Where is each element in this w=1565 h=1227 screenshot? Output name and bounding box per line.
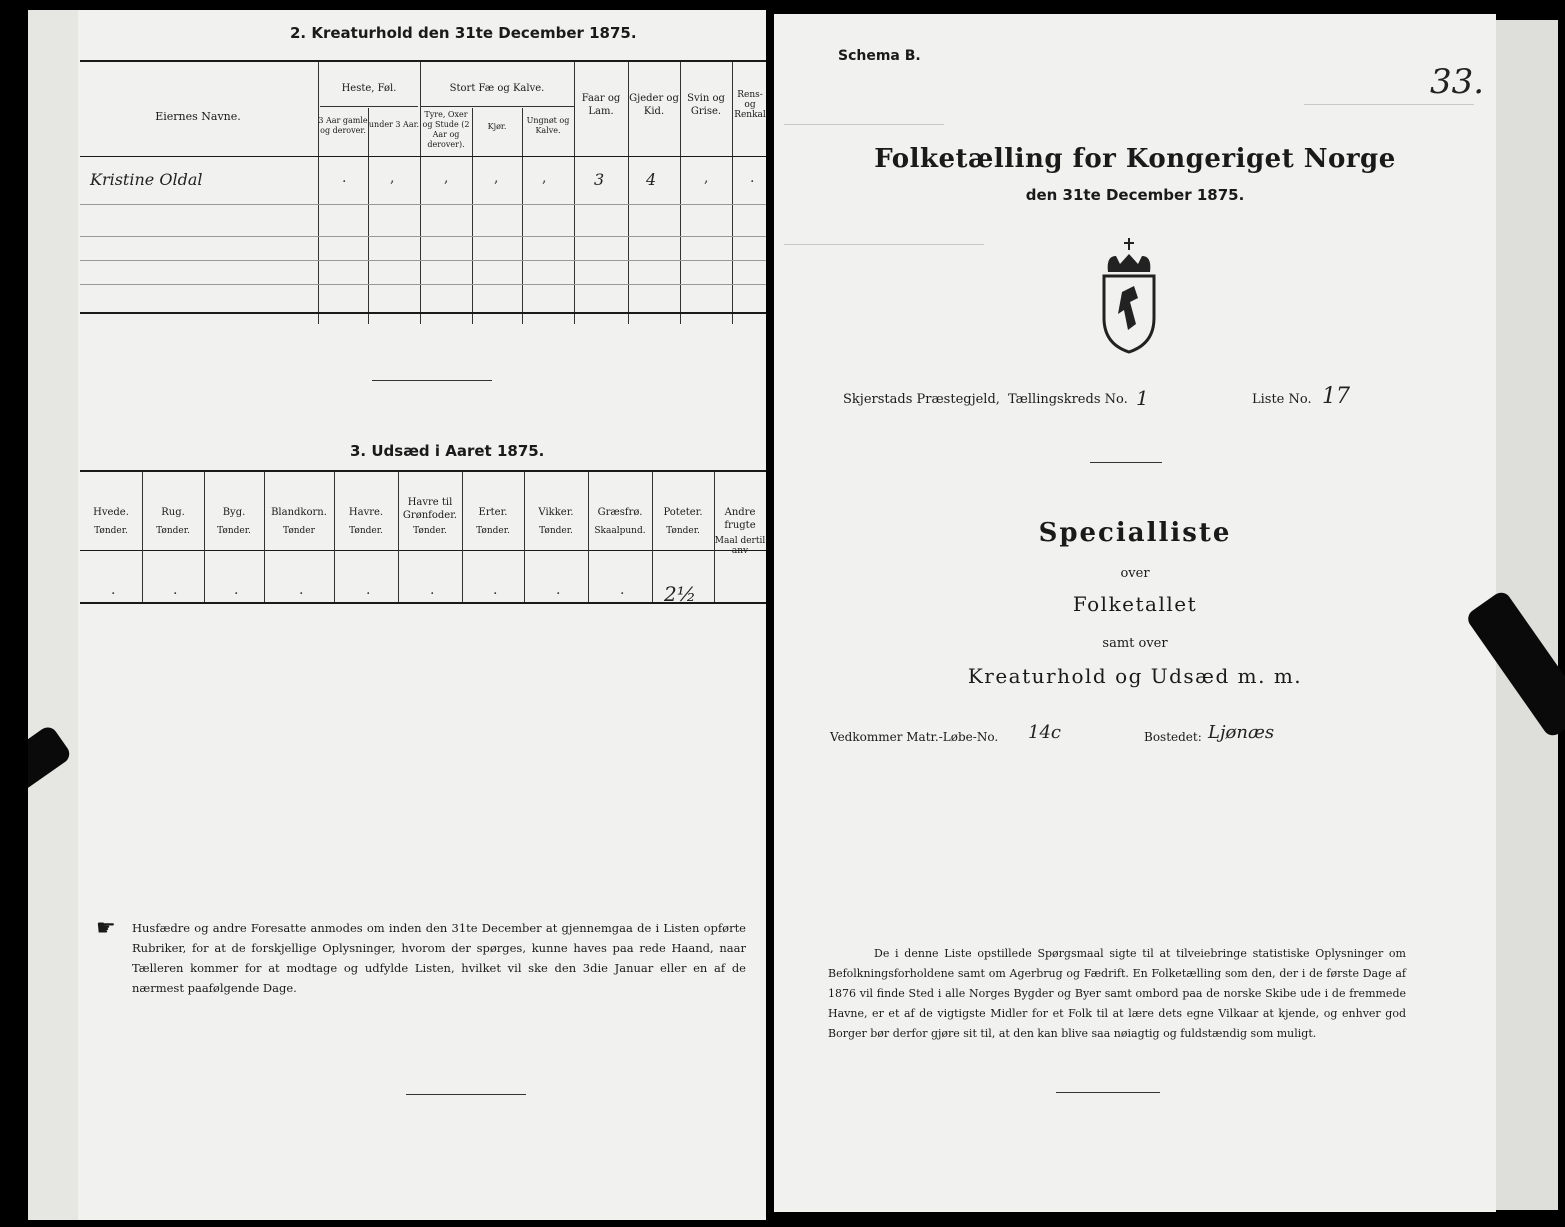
- bosted-label: Bostedet:: [1144, 730, 1202, 744]
- heste-header: Heste, Føl.: [341, 83, 397, 94]
- liste-label: Liste No.: [1252, 392, 1312, 407]
- empty-mark: .: [493, 582, 498, 598]
- empty-mark: .: [234, 582, 239, 598]
- kreds-label: Tællingskreds No.: [1008, 392, 1128, 407]
- heste-under3-header: under 3 Aar.: [368, 120, 420, 129]
- header-bottom-rule: [80, 156, 766, 157]
- gjeder-header: Gjeder og Kid.: [629, 93, 679, 117]
- separator-rule: [406, 1094, 526, 1095]
- udsaed-unit: Skaalpund.: [594, 526, 646, 536]
- heste-3aar-header: 3 Aar gamle og derover.: [318, 116, 368, 135]
- udsaed-unit: Tønder.: [94, 526, 128, 536]
- udsaed-header: Poteter.: [663, 507, 703, 518]
- sub-rule: [320, 106, 418, 107]
- udsaed-unit: Tønder.: [217, 526, 251, 536]
- section-3-title: 3. Udsæd i Aaret 1875.: [350, 442, 545, 460]
- col-divider: [264, 472, 265, 602]
- empty-mark: .: [111, 582, 116, 598]
- empty-mark: ,: [390, 170, 395, 186]
- row-rule: [80, 284, 766, 285]
- faar-header: Faar og Lam.: [581, 93, 621, 117]
- stort-fae-header: Stort Fæ og Kalve.: [449, 83, 545, 94]
- udsaed-unit: Tønder.: [666, 526, 700, 536]
- udsaed-header: Græsfrø.: [597, 507, 643, 518]
- kreds-value: 1: [1136, 386, 1149, 410]
- footer-explanation: De i denne Liste opstillede Spørgsmaal sigte til at tilveiebringe statistiske Oplysninger om Befolkningsforholdene samt om Agerbrug og Fædrift. En Folketælling som den, der i de første Dage af 1876 vil finde Sted i alle Norges Bygder og Byer samt ombord paa de norske Skibe ude i de fremmede Havne, er et af de vigtigste Midler for et Folk til at lære dets egne Vilkaar at kjende, og enhver god Borger bør derfor gjøre sit til, at den kan blive saa nøiagtig og fuldstændig som muligt.: [828, 947, 1406, 1040]
- udsaed-unit: Tønder: [283, 526, 315, 536]
- col-divider: [652, 472, 653, 602]
- section-2-title: 2. Kreaturhold den 31te December 1875.: [290, 24, 637, 42]
- udsaed-unit: Tønder.: [349, 526, 383, 536]
- col-divider: [524, 472, 525, 602]
- empty-mark: ,: [444, 170, 449, 186]
- bleed-through-line: [784, 124, 944, 125]
- liste-value: 17: [1322, 384, 1350, 409]
- empty-mark: ,: [542, 170, 547, 186]
- udsaed-header: Byg.: [222, 507, 246, 518]
- col-divider: [204, 472, 205, 602]
- tyre-header: Tyre, Oxer og Stude (2 Aar og derover).: [422, 110, 470, 149]
- empty-mark: .: [366, 582, 371, 598]
- specialliste-heading: Specialliste: [1038, 518, 1232, 548]
- col-divider: [142, 472, 143, 602]
- gjeder-value: 4: [646, 170, 657, 189]
- kreaturhold-heading: Kreaturhold og Udsæd m. m.: [967, 664, 1303, 688]
- row-rule: [80, 260, 766, 261]
- udsaed-unit: Tønder.: [476, 526, 510, 536]
- bosted-value: Ljønæs: [1208, 722, 1275, 743]
- udsaed-header: Hvede.: [93, 507, 129, 518]
- col-divider: [588, 472, 589, 602]
- udsaed-header: Blandkorn.: [271, 507, 327, 518]
- col-divider: [368, 108, 369, 324]
- ungnot-header: Ungnøt og Kalve.: [526, 116, 570, 135]
- udsaed-header: Havre til Grønfoder.: [402, 497, 458, 521]
- folketallet-heading: Folketallet: [1072, 592, 1198, 616]
- left-page: [28, 10, 766, 1220]
- matr-label: Vedkommer Matr.-Løbe-No.: [830, 730, 999, 744]
- bleed-through-line: [1304, 104, 1474, 105]
- coat-of-arms-icon: [1094, 234, 1164, 356]
- udsaed-header: Havre.: [348, 507, 384, 518]
- rens-header: Rens- og Renkal: [734, 90, 766, 120]
- samt-over-text: samt over: [1102, 636, 1168, 651]
- poteter-value: 2½: [664, 582, 697, 606]
- separator-rule: [1056, 1092, 1160, 1093]
- main-title: Folketælling for Kongeriget Norge: [874, 144, 1396, 174]
- empty-mark: .: [342, 170, 347, 186]
- udsaed-unit: Maal dertil anv: [714, 536, 766, 556]
- row-rule: [80, 204, 766, 205]
- over-text: over: [1120, 566, 1150, 581]
- table-bottom-rule: [80, 312, 766, 314]
- bleed-through-line: [784, 244, 984, 245]
- empty-mark: ,: [494, 170, 499, 186]
- header-bottom-rule: [80, 550, 766, 551]
- notice-text: Husfædre og andre Foresatte anmodes om inden den 31te December at gjennemgaa de i Listen opførte Rubriker, for at de forskjellige Oplysninger, hvorom der spørges, kunne haves paa rede Haand, naar Tælleren kommer for at modtage og udfylde Listen, hvilket vil ske den 3die Januar eller en af de nærmest paafølgende Dage.: [132, 921, 746, 995]
- table-top-rule: [80, 470, 766, 472]
- table-top-rule: [80, 60, 766, 62]
- pointing-hand-icon: ☛: [96, 916, 116, 941]
- owner-name-header: Eiernes Navne.: [155, 110, 241, 123]
- separator-rule: [1090, 462, 1162, 463]
- right-page: [774, 14, 1496, 1212]
- col-divider: [522, 108, 523, 324]
- sub-rule: [420, 106, 574, 107]
- udsaed-header: Andre frugte: [724, 507, 756, 531]
- page-number: 33.: [1430, 62, 1485, 102]
- empty-mark: .: [620, 582, 625, 598]
- col-divider: [334, 472, 335, 602]
- udsaed-header: Vikker.: [538, 507, 574, 518]
- empty-mark: .: [556, 582, 561, 598]
- separator-rule: [372, 380, 492, 381]
- col-divider: [472, 108, 473, 324]
- bleed-through-margin: [28, 10, 78, 1220]
- matr-value: 14c: [1028, 722, 1061, 743]
- col-divider: [462, 472, 463, 602]
- faar-value: 3: [594, 170, 605, 189]
- udsaed-unit: Tønder.: [539, 526, 573, 536]
- col-divider: [398, 472, 399, 602]
- schema-label: Schema B.: [838, 48, 921, 64]
- svin-header: Svin og Grise.: [687, 93, 725, 117]
- census-date: den 31te December 1875.: [1025, 186, 1245, 204]
- owner-name-entry: Kristine Oldal: [90, 170, 203, 189]
- udsaed-unit: Tønder.: [413, 526, 447, 536]
- row-rule: [80, 236, 766, 237]
- empty-mark: .: [430, 582, 435, 598]
- udsaed-header: Erter.: [478, 507, 508, 518]
- empty-mark: .: [173, 582, 178, 598]
- udsaed-header: Rug.: [161, 507, 185, 518]
- prestegjeld-label: Skjerstads Præstegjeld,: [843, 392, 1000, 407]
- empty-mark: ,: [704, 170, 709, 186]
- empty-mark: .: [750, 170, 755, 186]
- kjor-header: Kjør.: [487, 122, 507, 131]
- empty-mark: .: [299, 582, 304, 598]
- udsaed-unit: Tønder.: [156, 526, 190, 536]
